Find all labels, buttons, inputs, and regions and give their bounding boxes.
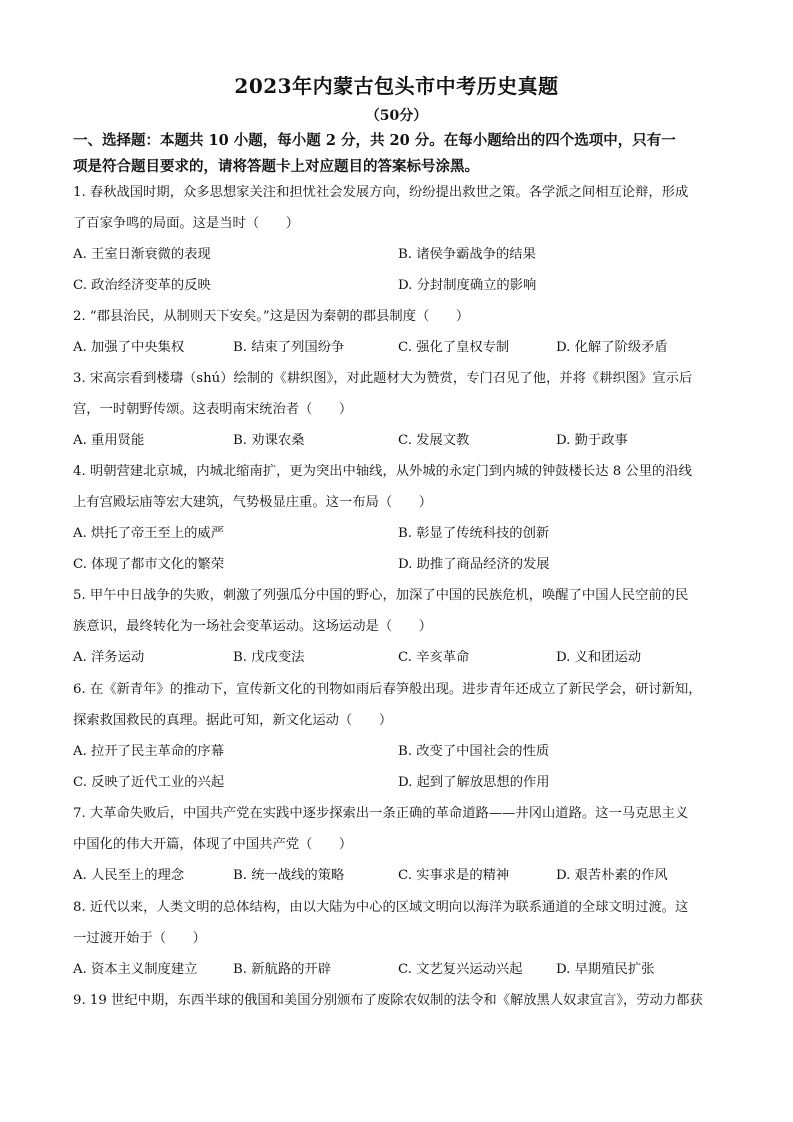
question-8-option-d[interactable]: D. 早期殖民扩张 [556, 962, 655, 977]
question-2-option-d[interactable]: D. 化解了阶级矛盾 [556, 340, 668, 355]
question-3-line-2: 宫，一时朝野传颂。这表明南宋统治者（ ） [73, 402, 353, 417]
question-5-line-2: 族意识，最终转化为一场社会变革运动。这场运动是（ ） [73, 619, 433, 634]
question-4-line-2: 上有宫殿坛庙等宏大建筑，气势极显庄重。这一布局（ ） [73, 495, 433, 510]
question-9-line-1: 9. 19 世纪中期，东西半球的俄国和美国分别颁布了废除农奴制的法令和《解放黑人奴隶宣言》，劳动力都获 [73, 993, 703, 1008]
question-6-line-2: 探索救国救民的真理。据此可知，新文化运动（ ） [73, 713, 393, 728]
question-4-option-d[interactable]: D. 助推了商品经济的发展 [398, 557, 550, 572]
question-8-option-a[interactable]: A. 资本主义制度建立 [73, 962, 198, 977]
question-6-option-a[interactable]: A. 拉开了民主革命的序幕 [73, 744, 225, 759]
question-1-option-a[interactable]: A. 王室日渐衰微的表现 [73, 247, 211, 262]
question-2-option-c[interactable]: C. 强化了皇权专制 [398, 340, 510, 355]
question-8-line-2: 一过渡开始于（ ） [73, 931, 206, 946]
question-3-option-b[interactable]: B. 劝课农桑 [233, 433, 305, 448]
question-6-option-c[interactable]: C. 反映了近代工业的兴起 [73, 775, 225, 790]
question-1-option-d[interactable]: D. 分封制度确立的影响 [398, 278, 537, 293]
question-3-option-a[interactable]: A. 重用贤能 [73, 433, 145, 448]
question-3-line-1: 3. 宋高宗看到楼璹（shú）绘制的《耕织图》，对此题材大为赞赏，专门召见了他，并将《耕织图》宣示后 [73, 371, 693, 386]
total-score: （50分） [365, 108, 428, 124]
section-header-line-1: 一、选择题：本题共 10 小题，每小题 2 分，共 20 分。在每小题给出的四个选项中，只有一 [73, 132, 676, 149]
question-5-option-b[interactable]: B. 戊戌变法 [233, 650, 305, 665]
question-4-line-1: 4. 明朝营建北京城，内城北缩南扩，更为突出中轴线，从外城的永定门到内城的钟鼓楼长达 8 公里的沿线 [73, 464, 692, 479]
question-4-option-b[interactable]: B. 彰显了传统科技的创新 [398, 526, 550, 541]
question-8-option-b[interactable]: B. 新航路的开辟 [233, 962, 332, 977]
question-7-option-d[interactable]: D. 艰苦朴素的作风 [556, 868, 668, 883]
question-2-line-1: 2. “郡县治民，从制则天下安矣。”这是因为秦朝的郡县制度（ ） [73, 309, 470, 324]
question-7-option-c[interactable]: C. 实事求是的精神 [398, 868, 510, 883]
question-1-line-2: 了百家争鸣的局面。这是当时（ ） [73, 216, 300, 231]
question-2-option-b[interactable]: B. 结束了列国纷争 [233, 340, 345, 355]
question-7-line-1: 7. 大革命失败后，中国共产党在实践中逐步探索出一条正确的革命道路——井冈山道路。这一马克思主义 [73, 806, 689, 821]
question-8-line-1: 8. 近代以来，人类文明的总体结构，由以大陆为中心的区域文明向以海洋为联系通道的全球文明过渡。这 [73, 900, 689, 915]
question-5-line-1: 5. 甲午中日战争的失败，刺激了列强瓜分中国的野心，加深了中国的民族危机，唤醒了中国人民空前的民 [73, 588, 689, 603]
question-7-line-2: 中国化的伟大开篇，体现了中国共产党（ ） [73, 837, 353, 852]
question-4-option-c[interactable]: C. 体现了都市文化的繁荣 [73, 557, 225, 572]
exam-title: 2023年内蒙古包头市中考历史真题 [234, 74, 559, 98]
question-5-option-c[interactable]: C. 辛亥革命 [398, 650, 470, 665]
question-6-option-d[interactable]: D. 起到了解放思想的作用 [398, 775, 550, 790]
question-8-option-c[interactable]: C. 文艺复兴运动兴起 [398, 962, 523, 977]
question-5-option-a[interactable]: A. 洋务运动 [73, 650, 145, 665]
section-header-line-2: 项是符合题目要求的，请将答题卡上对应题目的答案标号涂黑。 [73, 158, 479, 175]
question-4-option-a[interactable]: A. 烘托了帝王至上的威严 [73, 526, 225, 541]
question-1-option-c[interactable]: C. 政治经济变革的反映 [73, 278, 211, 293]
question-2-option-a[interactable]: A. 加强了中央集权 [73, 340, 185, 355]
question-7-option-a[interactable]: A. 人民至上的理念 [73, 868, 185, 883]
question-6-line-1: 6. 在《新青年》的推动下，宣传新文化的刊物如雨后春笋般出现。进步青年还成立了新民学会，研讨新知， [73, 682, 702, 697]
question-5-option-d[interactable]: D. 义和团运动 [556, 650, 642, 665]
question-7-option-b[interactable]: B. 统一战线的策略 [233, 868, 345, 883]
question-6-option-b[interactable]: B. 改变了中国社会的性质 [398, 744, 550, 759]
question-1-line-1: 1. 春秋战国时期，众多思想家关注和担忧社会发展方向，纷纷提出救世之策。各学派之间相互论辩，形成 [73, 185, 689, 200]
question-3-option-d[interactable]: D. 勤于政事 [556, 433, 628, 448]
question-3-option-c[interactable]: C. 发展文教 [398, 433, 470, 448]
question-1-option-b[interactable]: B. 诸侯争霸战争的结果 [398, 247, 536, 262]
